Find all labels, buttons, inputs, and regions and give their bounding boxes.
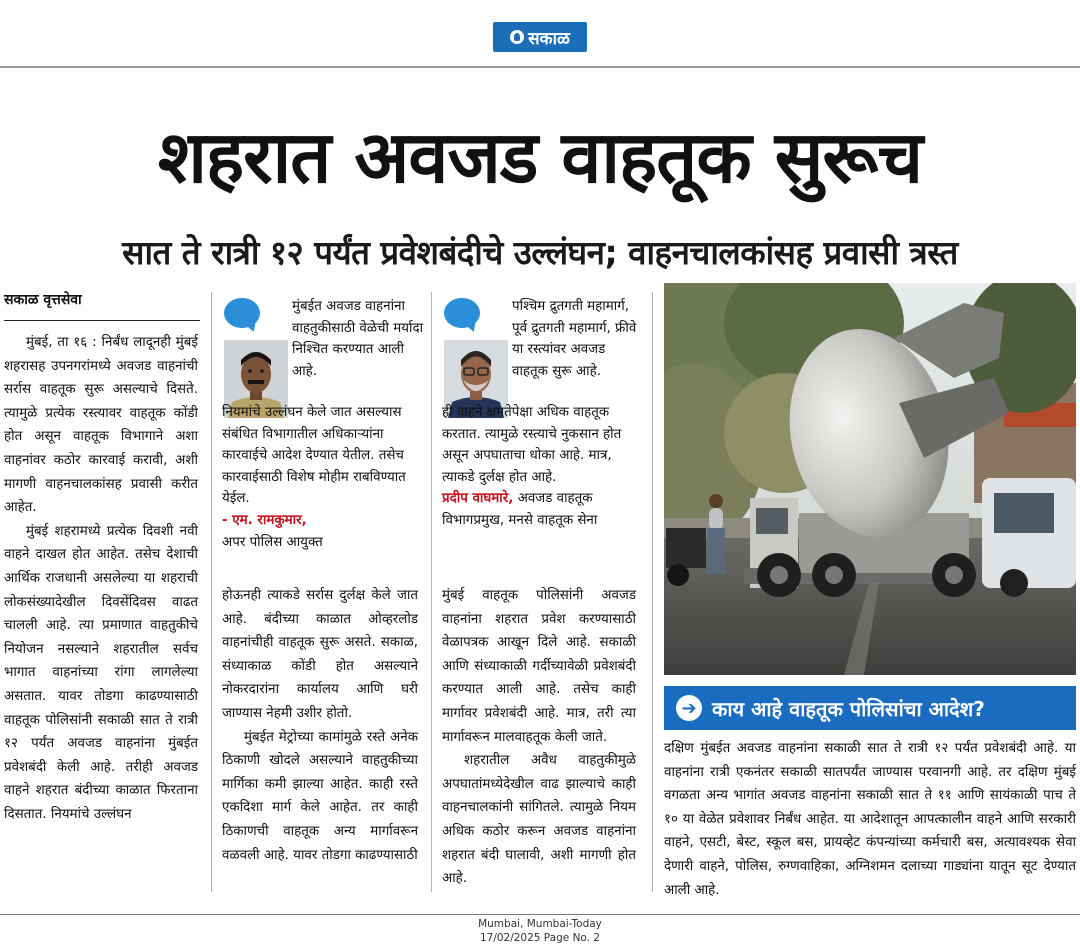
quote1-attribution bbox=[222, 510, 418, 532]
logo-text: सकाळ bbox=[528, 28, 570, 49]
speech-bubble-icon bbox=[224, 298, 260, 328]
quote2-name: प्रदीप वाघमारे, bbox=[442, 491, 514, 507]
arrow-right-icon: ➔ bbox=[676, 695, 702, 721]
byline-rule bbox=[4, 320, 200, 321]
article-paragraph: होऊनही त्याकडे सर्रास दुर्लक्ष केले जात आहे. बंदीच्या काळात ओव्हरलोड वाहनांचीही वाहतूक सुरू असते. सकाळ, संध्याकाळ कोंडी होत असल्याने नोकरदारांना कार्यालय आणि घरी जाण्यास नेहमी उशीर होतो. bbox=[222, 588, 418, 721]
quote1-designation: अपर पोलिस आयुक्त bbox=[222, 534, 323, 550]
quote1-text: नियमांचे उल्लंघन केले जात असल्यास संबंधित विभागातील अधिकाऱ्यांना कारवाईचे आदेश देण्यात येतील. तसेच कारवाईसाठी विशेष मोहीम राबविण्यात येईल. bbox=[222, 405, 406, 507]
article-paragraph: मुंबई, ता १६ : निर्बंध लादूनही मुंबई शहरासह उपनगरांमध्ये अवजड वाहनांची सर्रास वाहतूक सुरू असल्याचे दिसते. त्यामुळे प्रत्येक रस्त्यावर वाहतूक कोंडी होत असून वाहतूक विभागाने अशा वाहनांवर कठोर कारवाई करावी, अशी मागणी वाहनचालकांसह प्रवासी करीत आहेत. bbox=[4, 335, 198, 516]
logo-mark-icon bbox=[510, 30, 524, 44]
quote2-attribution bbox=[442, 488, 636, 531]
speech-bubble-icon bbox=[444, 298, 480, 328]
news-photo-cement-mixer-truck bbox=[664, 283, 1076, 675]
article-column-3 bbox=[442, 584, 636, 891]
quote2-text-beside: पश्चिम द्रुतगती महामार्ग, पूर्व द्रुतगती महामार्ग, फ्रीवे या रस्त्यांवर अवजड वाहतूक सुरू आहे. bbox=[512, 299, 637, 379]
masthead bbox=[0, 0, 1080, 68]
column-divider bbox=[211, 292, 212, 892]
footer-date-page: 17/02/2025 Page No. 2 bbox=[479, 932, 601, 944]
quote2-block bbox=[442, 402, 636, 532]
article-paragraph: मुंबईत मेट्रोच्या कामांमुळे रस्ते अनेक ठिकाणी खोदले असल्याने वाहतुकीच्या मार्गिका कमी झाल्या आहेत. काही रस्ते एकदिशा मार्ग केले आहेत. तर काही ठिकाणची वाहतूक अन्य मार्गावरून वळवली आहे. यावर तोडगा काढण्यासाठी bbox=[222, 729, 418, 863]
sakal-logo[interactable] bbox=[493, 22, 587, 52]
article-column-2 bbox=[222, 584, 418, 867]
headline: शहरात अवजड वाहतूक सुरूच bbox=[157, 115, 923, 199]
info-box-title-bar bbox=[664, 686, 1076, 730]
column-divider bbox=[652, 292, 653, 892]
page-footer bbox=[0, 917, 1080, 945]
footer-edition: Mumbai, Mumbai-Today bbox=[478, 918, 602, 930]
quote1-text-beside: मुंबईत अवजड वाहनांना वाहतुकीसाठी वेळेची मर्यादा निश्चित करण्यात आली आहे. bbox=[292, 299, 424, 379]
quote1-block bbox=[222, 402, 418, 553]
article-paragraph: मुंबई वाहतूक पोलिसांनी अवजड वाहनांना शहरात प्रवेश करण्यासाठी वेळापत्रक आखून दिले आहे. सकाळी आणि संध्याकाळी गर्दीच्यावेळी प्रवेशबंदी करण्यात आली आहे. तसेच काही मार्गावर प्रवेशबंदी आहे. मात्र, तरी त्या मार्गावरून मालवाहतूक केली जाते. bbox=[442, 588, 636, 745]
article-paragraph: मुंबई शहरामध्ये प्रत्येक दिवशी नवी वाहने दाखल होत आहेत. तसेच देशाची आर्थिक राजधानी असलेल्या या शहराची लोकसंख्यादेखील दिवसेंदिवस वाढत चालली आहे. त्या प्रमाणात वाहतुकीचे नियोजन नसल्याने शहरातील सर्वच भागात वाहनांच्या रांगा लागलेल्या असतात. यावर तोडगा काढण्यासाठी वाहतूक पोलिसांनी सकाळी सात ते रात्री १२ पर्यंत अवजड वाहनांना मुंबईत प्रवेशबंदी केली आहे. तरीही अवजड वाहने शहरात बंदीच्या काळात फिरताना दिसतात. नियमांचे उल्लंघन bbox=[4, 523, 198, 822]
column-divider bbox=[431, 292, 432, 892]
quote2-designation: अवजड वाहतूक विभागप्रमुख, मनसे वाहतूक सेना bbox=[442, 491, 598, 528]
footer-rule bbox=[0, 914, 1080, 915]
subheadline: सात ते रात्री १२ पर्यंत प्रवेशबंदीचे उल्लंघन; वाहनचालकांसह प्रवासी त्रस्त bbox=[122, 233, 958, 272]
info-box-text bbox=[664, 737, 1076, 902]
quote2-text: ही वाहने क्षमतेपेक्षा अधिक वाहतूक करतात. त्यामुळे रस्त्याचे नुकसान होत असून अपघाताचा धोका आहे. मात्र, त्याकडे दुर्लक्ष होत आहे. bbox=[442, 405, 622, 485]
byline: सकाळ वृत्तसेवा bbox=[4, 292, 82, 308]
info-box-title: काय आहे वाहतूक पोलिसांचा आदेश? bbox=[712, 696, 985, 721]
article-column-1 bbox=[4, 331, 198, 826]
info-box-paragraph: दक्षिण मुंबईत अवजड वाहनांना सकाळी सात ते रात्री १२ पर्यंत प्रवेशबंदी आहे. या वाहनांना रात्री एकनंतर सकाळी सातपर्यंत जाण्यास परवानगी आहे. तर दक्षिण मुंबई वगळता अन्य भागांत अवजड वाहनांना सकाळी सात ते ११ आणि सायंकाळी पाच ते १० या वेळेत प्रवेशावर निर्बंध आहेत. या आदेशातून आपत्कालीन वाहने आणि सरकारी वाहने, एसटी, बेस्ट, स्कूल बस, प्रायव्हेट कंपन्यांच्या कर्मचारी बस, अत्यावश्यक सेवा देणारी वाहने, पोलिस, रुग्णवाहिका, अग्निशमन दलाच्या गाड्यांना यातून सूट देण्यात आली आहे. bbox=[664, 741, 1076, 898]
article-paragraph: शहरातील अवैध वाहतुकीमुळे अपघातांमध्येदेखील वाढ झाल्याचे काही वाहनचालकांनी सांगितले. त्यामुळे नियम अधिक कठोर करून अवजड वाहनांना शहरात बंदी घालावी, अशी मागणी होत आहे. bbox=[442, 753, 636, 887]
quote1-name: - एम. रामकुमार, bbox=[222, 512, 307, 528]
